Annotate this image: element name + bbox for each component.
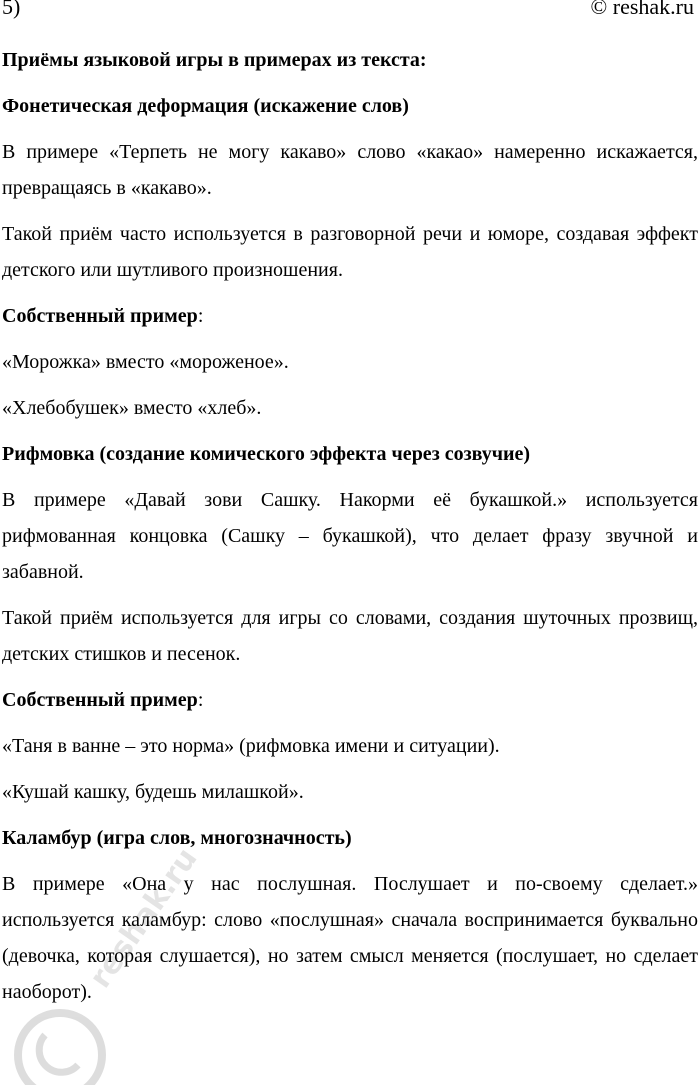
document-title: Приёмы языковой игры в примерах из текста: (2, 49, 427, 71)
copyright-notice: © reshak.ru (590, 0, 694, 19)
watermark-text: reshak.ru (82, 841, 205, 995)
example-phonetic-2: «Хлебобушек» вместо «хлеб». (2, 397, 262, 419)
section-heading-phonetic: Фонетическая деформация (искажение слов) (2, 95, 409, 117)
example-phonetic-1: «Морожка» вместо «мороженое». (2, 351, 289, 373)
own-example-label-colon: : (197, 689, 204, 711)
page-header (0, 0, 700, 24)
own-example-label-rhyme (2, 682, 698, 718)
own-example-label-text: Собственный пример (2, 689, 198, 711)
own-example-label-text: Собственный пример (2, 305, 198, 327)
paragraph-phonetic-2: Такой приём часто используется в разговорной речи и юморе, создавая эффект детского или шутливого произношения. (2, 223, 698, 281)
own-example-label-colon: : (197, 305, 204, 327)
own-example-label-phonetic (2, 298, 698, 334)
example-rhyme-1: «Таня в ванне – это норма» (рифмовка имени и ситуации). (2, 735, 500, 757)
paragraph-phonetic-1: В примере «Терпеть не могу какаво» слово «какао» намеренно искажается, превращаясь в «какаво». (2, 141, 698, 199)
section-heading-pun: Каламбур (игра слов, многозначность) (2, 827, 352, 849)
document-body (2, 42, 698, 1010)
paragraph-pun-1: В примере «Она у нас послушная. Послушает и по-своему сделает.» используется каламбур: слово «послушная» сначала воспринимается буквально (девочка, которая слушается), но затем смысл меняется (послушает, но сделает наоборот). (2, 873, 698, 1003)
page-number: 5) (2, 0, 21, 19)
paragraph-rhyme-2: Такой приём используется для игры со словами, создания шуточных прозвищ, детских стишков и песенок. (2, 607, 698, 665)
example-rhyme-2: «Кушай кашку, будешь милашкой». (2, 781, 304, 803)
section-heading-rhyme: Рифмовка (создание комического эффекта через созвучие) (2, 443, 531, 465)
paragraph-rhyme-1: В примере «Давай зови Сашку. Накорми её букашкой.» используется рифмованная концовка (Сашку – букашкой), что делает фразу звучной и забавной. (2, 489, 698, 583)
